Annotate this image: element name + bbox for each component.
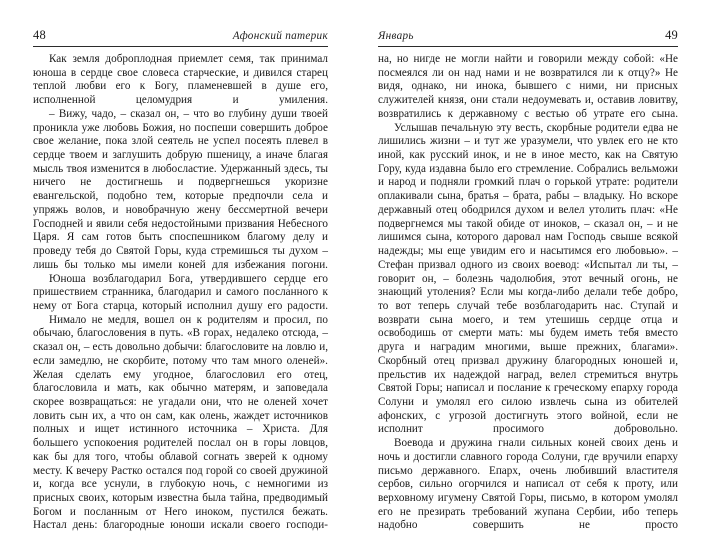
- page-number-left: 48: [33, 28, 46, 42]
- paragraph: Как земля доброплодная приемлет семя, так принимал юноша в сердце свое словеса старческие, и дивился старец теплой любви его к Богу, пламеневшей в душе его, исполненной целомудрия и умиления.: [33, 53, 328, 107]
- running-title-left: Афонский патерик: [232, 30, 328, 42]
- running-title-right: Январь: [378, 30, 414, 42]
- paragraph: Воевода и дружина гнали сильных коней своих день и ночь и достигли славного города Солуни, где вручили епарху письмо державного. Епарх, очень любивший властителя сербов, сильно огорчился и написал от себя к проту, или верховному игумену Святой Горы, письмо, в котором умолял его не презирать требований жупана Сербии, ибо теперь надобно совершить не просто: [378, 437, 678, 532]
- paragraph: на, но нигде не могли найти и говорили между собой: «Не посмеялся ли он над нами и не возвратился ли к отцу?» Не видя, однако, ни инока, бывшего с ними, ни присных служителей князя, они стали недоумевать и, оставив ловитву, возвратились к державному с вестью об утрате его сына.: [378, 53, 678, 120]
- paragraph: Нимало не медля, вошел он к родителям и просил, по обычаю, благословения в путь. «В горах, недалеко отсюда, – сказал он, – есть довольно добычи: благословите на ловлю и, если замедлю, не скорбите, потому что там много оленей». Желая сделать ему угодное, благословил его отец, благословила и мать, как обычно матерям, и заповедала скорее возвращаться: не угадали они, что не оленей хочет ловить сын их, а что он сам, как олень, жаждет источников полных и ищет истинного источника – Христа. Для большего успокоения родителей послал он в горы ловцов, как бы для того, чтобы облавой согнать зверей к одному месту. К вечеру Растко остался под горой со своей дружиной и, когда все уснули, в глубокую ночь, с немногими из присных своих, которым известна была тайна, предводимый Богом и посланным от Него иноком, пустился бежать. Настал день: благородные юноши искали своего господи-: [33, 313, 328, 532]
- running-head-right: [378, 28, 678, 47]
- page-number-right: 49: [665, 28, 678, 42]
- paragraph: – Вижу, чадо, – сказал он, – что во глубину души твоей проникла уже любовь Божия, но поспеши совершить доброе свое желание, пока злой сеятель не успел посеять плевел в сердце твоем и заглушить добрую пшеницу, а иначе благая мысль твоя изменится в любосластие. Удержанный здесь, ты ничего не достигнешь и подвергнешься укоризне евангельской, подобно тем, которые предпочли села и упряжь волов, и новобрачную жену бессмертной вечери Господней и явили себя недостойными призвания Небесного Царя. Я сам готов быть споспешником благому делу и проведу тебя до Святой Горы, куда стремишься ты духом – лишь бы только мы имели коней для избежания погони.: [33, 107, 328, 271]
- body-text-left: [33, 53, 328, 533]
- paragraph: Услышав печальную эту весть, скорбные родители едва не лишились жизни – и тут же уразумели, что увлек его не кто иной, как русский инок, и не в иное место, как на Святую Гору, куда издавна было его стремление. Собрались вельможи и народ и подняли громкий плач о горькой утрате: родители оплакивали сына, братья – брата, рабы – владыку. Но вскоре державный отец ободрился духом и велел утолить плач: «Не подвергнемся мы такой обиде от иноков, – сказал он, – и не лишимся сына, которого даровал нам Господь свыше всякой надежды; мы еще увидим его и насытимся его любовью». – Стефан призвал одного из своих воевод: «Испытал ли ты, – говорит он, – болезнь чадолюбия, этот вечный огонь, не знающий утоления? Если мы когда-либо делали тебе добро, то вот теперь случай тебе возблагодарить нас. Ступай и возврати сына моего, и тем утешишь сердце отца и освободишь от смерти мать: мы будем иметь тебя вместо друга и наградим многими, выше прежних, благами». Скорбный отец призвал дружину благородных юношей и, прельстив их надеждой наград, велел стремиться внутрь Святой Горы; написал и послание к греческому епарху города Солуни и умолял его силою извлечь сына из обителей афонских, с угрозой достигнуть этого войной, если не исполнит просимого добровольно.: [378, 121, 678, 436]
- running-head-left: [33, 28, 328, 47]
- page-right: [355, 0, 710, 540]
- body-text-right: [378, 53, 678, 533]
- paragraph: Юноша возблагодарил Бога, утвердившего сердце его пришествием странника, благодарил и самого посла́нного к нему от Бога старца, который исполнил душу его радости.: [33, 272, 328, 312]
